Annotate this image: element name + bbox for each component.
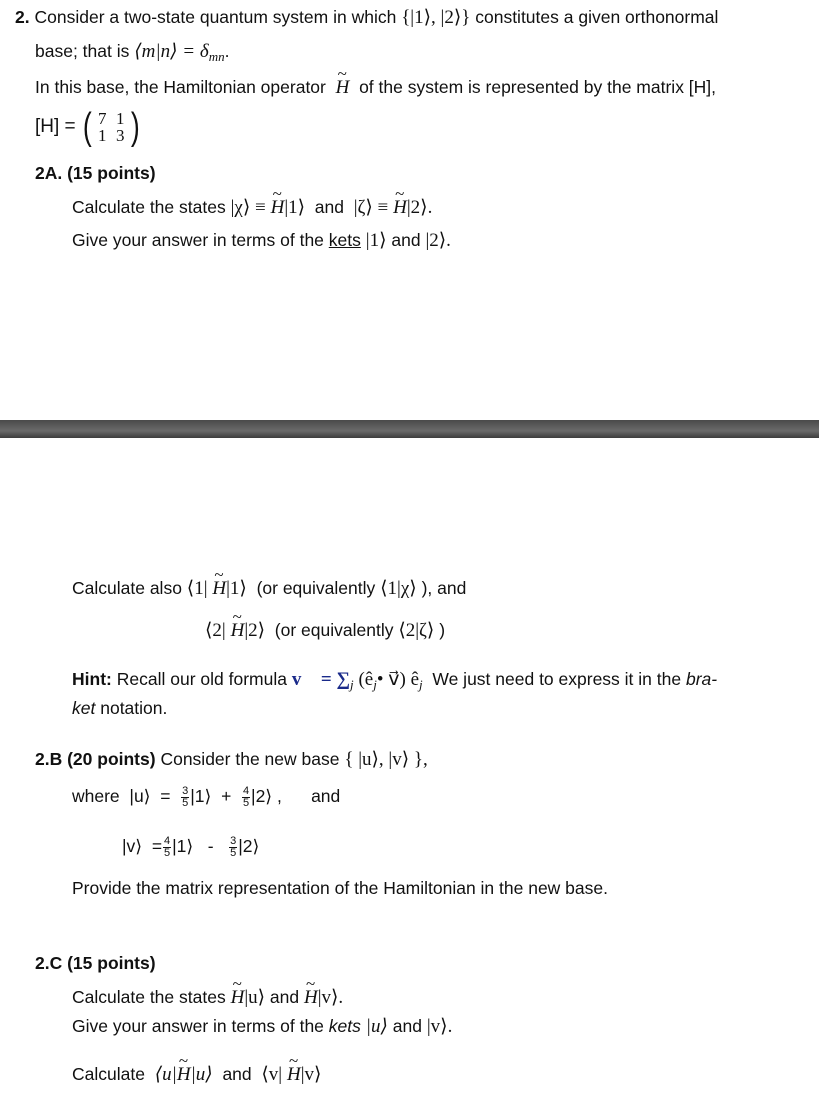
bra-2-zeta: ⟨2|ζ⟩ <box>398 620 435 641</box>
give-answer-text: Give your answer in terms of the <box>72 230 324 250</box>
bra-u: ⟨u| <box>154 1064 177 1085</box>
formula-part: (ê <box>358 669 374 690</box>
and-text: and <box>314 197 344 217</box>
hint-text: Recall our old formula <box>116 669 287 689</box>
left-paren: ( <box>82 106 92 148</box>
hamiltonian-symbol: ~ H <box>287 1064 301 1086</box>
bra-1: ⟨1| <box>186 578 208 599</box>
hamiltonian-symbol: ~ H <box>231 987 245 1009</box>
calc-also-line-1 <box>72 577 466 600</box>
part-b-text: Consider the new base <box>160 749 340 769</box>
hint-ket-word: ket <box>72 698 96 718</box>
hamiltonian-symbol: ~ H <box>212 578 226 600</box>
ket-1: |1⟩ <box>284 197 306 218</box>
minus-sign: - <box>207 836 214 857</box>
basis-set: {|1⟩, |2⟩} <box>401 7 471 28</box>
inner-product: ⟨m|n⟩ = δ <box>134 41 209 62</box>
ket-1: |1⟩ <box>190 786 212 807</box>
question-text-1b: constitutes a given orthonormal <box>475 7 719 27</box>
new-basis: { |u⟩, |v⟩ }, <box>344 749 428 770</box>
hamiltonian-symbol: ~ H <box>177 1064 191 1086</box>
hint-label: Hint: <box>72 669 112 689</box>
ket-2: |2⟩ <box>244 620 266 641</box>
kets-word: kets <box>328 230 361 250</box>
equivalently-text: (or equivalently <box>274 620 394 640</box>
equals-sign: = <box>160 786 171 807</box>
where-text: where <box>72 786 120 807</box>
matrix-cell: 1 <box>97 126 107 145</box>
part-a-line-1 <box>72 196 432 219</box>
hamiltonian-symbol: ~ H <box>304 987 318 1009</box>
u-definition <box>72 786 340 809</box>
fraction-4-5: $\frac{4}{5}$ <box>242 785 250 809</box>
hamiltonian-matrix <box>81 108 142 146</box>
hamiltonian-symbol: ~ H <box>231 620 245 642</box>
fraction-3-5: $\frac{3}{5}$ <box>230 835 237 859</box>
and-text: and <box>311 786 341 807</box>
right-paren: ) <box>131 106 140 148</box>
equivalently-end: ), and <box>421 578 467 598</box>
part-c-line-3 <box>72 1063 321 1086</box>
fraction-3-5: $\frac{3}{5}$ <box>182 785 189 809</box>
question-text-2a: base; that is <box>35 41 130 61</box>
question-text-1a: Consider a two-state quantum system in which <box>34 7 397 27</box>
vector-formula: v⃗ = ∑ <box>291 669 350 690</box>
give-answer-text: Give your answer in terms of the <box>72 1016 324 1036</box>
hint-line-2 <box>72 698 167 719</box>
hint-text: notation. <box>100 698 168 718</box>
bra-1-chi: ⟨1|χ⟩ <box>380 578 417 599</box>
question-line-3 <box>35 77 716 99</box>
bra-2: ⟨2| <box>205 620 226 641</box>
equivalently-text: (or equivalently <box>256 578 376 598</box>
part-c-header: 2.C (15 points) <box>35 953 156 973</box>
provide-text: Provide the matrix representation of the Hamiltonian in the new base. <box>72 878 608 898</box>
delta-subscript: mn <box>208 49 225 64</box>
fraction-4-5: $\frac{4}{5}$ <box>164 835 171 859</box>
hamiltonian-symbol: ~ H <box>271 197 285 219</box>
part-a-line-2 <box>72 229 451 252</box>
part-c-line-2 <box>72 1015 452 1038</box>
hint-bra-word: bra- <box>685 669 718 689</box>
chi-ket: |χ⟩ ≡ <box>230 197 266 218</box>
formula-subscript: j <box>419 677 423 692</box>
ket-2: |2⟩. <box>425 230 451 251</box>
bra-v: ⟨v| <box>261 1064 283 1085</box>
ket-v: |v⟩ <box>300 1064 322 1085</box>
equivalently-end: ) <box>439 620 446 640</box>
matrix-label: [H] = <box>35 116 76 137</box>
part-c-calc-text: Calculate the states <box>72 987 226 1007</box>
v-definition <box>122 836 259 859</box>
plus-sign: + <box>221 786 232 807</box>
ket-u: |u⟩ <box>365 1016 388 1037</box>
ket-1: |1⟩ <box>226 578 247 599</box>
part-b-header: 2.B (20 points) <box>35 749 156 769</box>
and-text: and <box>392 1016 422 1036</box>
hint-line-1 <box>72 668 717 693</box>
calc-also-line-2 <box>205 619 445 642</box>
question-number: 2. <box>15 7 30 27</box>
formula-part: • v⃗) ê <box>376 669 420 690</box>
hint-text: We just need to express it in the <box>432 669 682 689</box>
ket-v: |v⟩ <box>122 836 143 857</box>
formula-subscript: j <box>373 677 377 692</box>
calc-also-text: Calculate also <box>72 578 182 598</box>
part-a-calc-text: Calculate the states <box>72 197 226 217</box>
and-text: and <box>391 230 421 250</box>
period: . <box>224 41 230 61</box>
ket-1: |1⟩ <box>172 836 194 857</box>
ket-2: |2⟩. <box>406 197 433 218</box>
matrix-cell: 3 <box>115 126 125 145</box>
ket-u: |u⟩ <box>129 786 151 807</box>
part-c-line-1 <box>72 986 343 1009</box>
and-text: and <box>222 1064 252 1084</box>
equals-sign: = <box>151 836 163 857</box>
part-b-line-1 <box>35 748 428 771</box>
ket-2: |2⟩ <box>238 836 260 857</box>
ket-v: |v⟩. <box>317 987 344 1008</box>
hamiltonian-symbol: ~ H <box>393 197 407 219</box>
page-divider <box>0 420 819 438</box>
and-text: and <box>269 987 300 1007</box>
matrix-cell: 1 <box>115 109 125 128</box>
hamiltonian-symbol: ~ H <box>336 77 350 99</box>
kets-word: kets <box>328 1016 361 1036</box>
part-a-header: 2A. (15 points) <box>35 163 156 183</box>
ket-u: |u⟩ <box>244 987 266 1008</box>
question-text-3b: of the system is represented by the matrix [H], <box>359 77 717 97</box>
question-line-2 <box>35 40 229 65</box>
matrix-line <box>35 108 142 146</box>
ket-1: |1⟩ <box>365 230 387 251</box>
formula-subscript: j <box>349 677 354 692</box>
ket-v: |v⟩. <box>426 1016 453 1037</box>
ket-2: |2⟩ , <box>251 786 282 807</box>
matrix-cell: 7 <box>97 109 107 128</box>
question-text-3a: In this base, the Hamiltonian operator <box>35 77 326 97</box>
calculate-text: Calculate <box>72 1064 145 1084</box>
ket-u: |u⟩ <box>190 1064 213 1085</box>
zeta-ket: |ζ⟩ ≡ <box>353 197 389 218</box>
question-line-1 <box>15 6 718 29</box>
